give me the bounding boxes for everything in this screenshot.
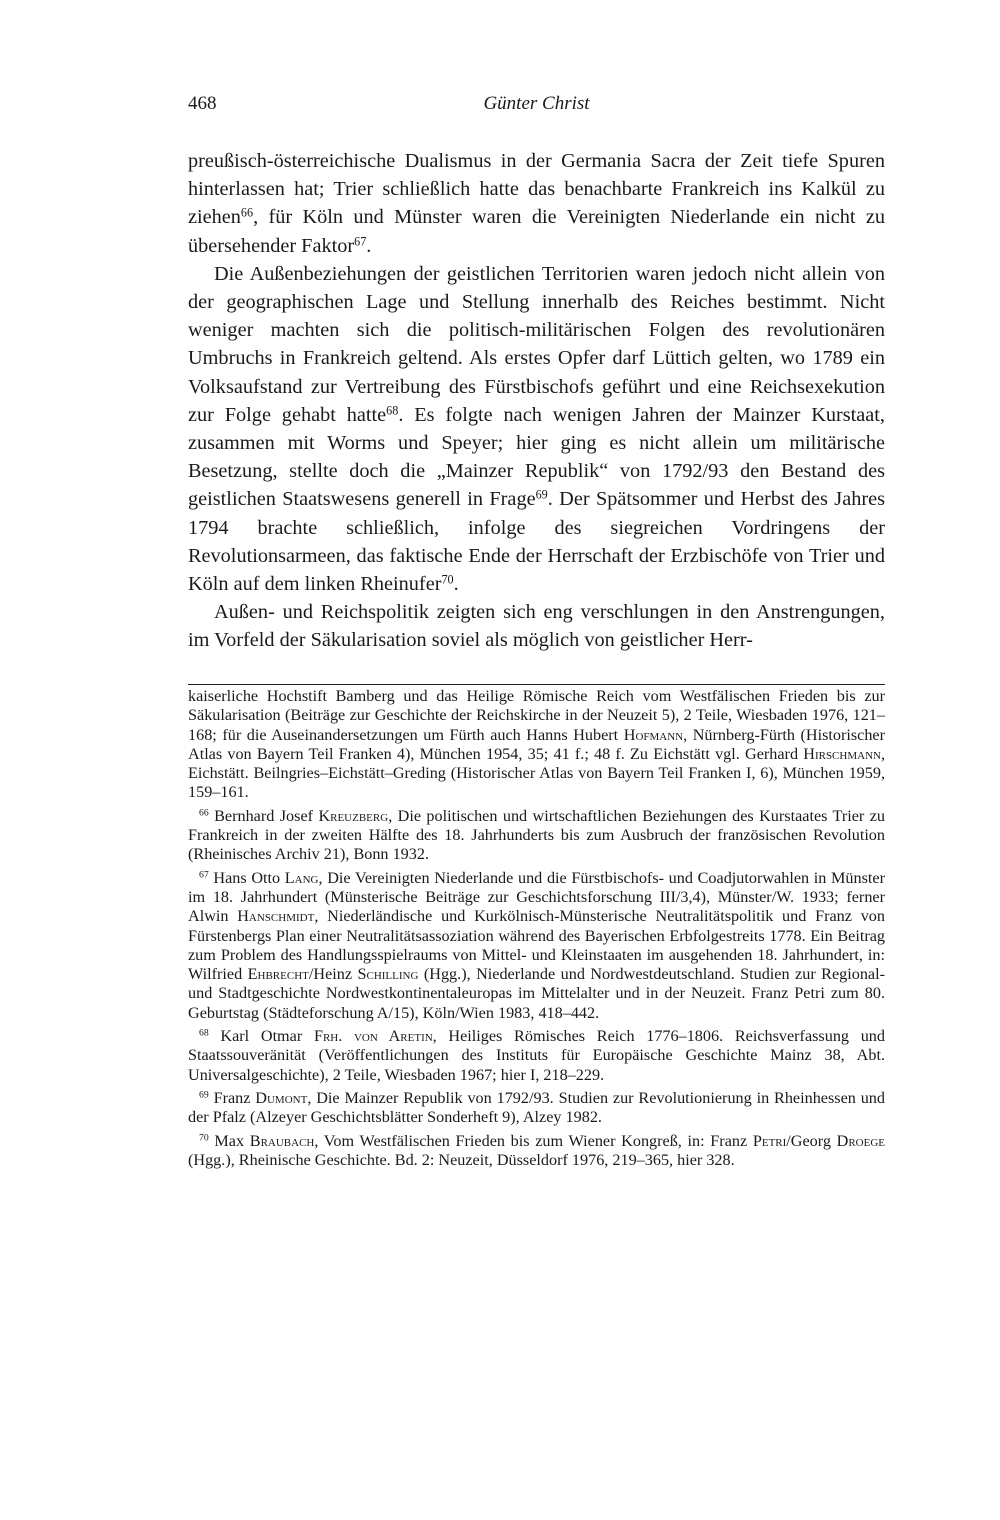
page-header <box>188 93 885 121</box>
footnotes <box>188 687 885 1170</box>
footnote-number: 70 <box>199 1132 209 1144</box>
paragraph-3: Außen- und Reichspolitik zeigten sich eng verschlungen in den Anstrengungen, im Vorfeld der Säkularisation soviel als möglich von geistlicher Herr- <box>188 601 885 652</box>
footnote-number: 67 <box>199 869 209 881</box>
footnote-ref-70[interactable]: 70 <box>441 572 454 587</box>
footnote-ref-67[interactable]: 67 <box>354 233 367 248</box>
main-text <box>188 147 885 655</box>
footnote-divider <box>188 684 885 685</box>
running-head: Günter Christ <box>483 93 590 114</box>
footnote-68: $^{68}$ Karl Otmar Frh. von Aretin, Heiliges Römisches Reich 1776–1806. Reichsverfassung und Staatssouveränität (Veröffentlichungen des Instituts für Europäische Geschichte Mainz 38, Abt. Universalgeschichte), 2 Teile, Wiesbaden 1967; hier I, 218–229. <box>188 1027 885 1084</box>
footnote-66: $^{66}$ Bernhard Josef Kreuzberg, Die politischen und wirtschaftlichen Beziehungen des Kurstaates Trier zu Frankreich in der zweiten Hälfte des 18. Jahrhunderts bis zum Ausbruch der französischen Revolution (Rheinisches Archiv 21), Bonn 1932. <box>188 806 886 864</box>
footnote-number: 68 <box>199 1027 209 1039</box>
footnote-70: $^{70}$ Max Braubach, Vom Westfälischen Frieden bis zum Wiener Kongreß, in: Franz Petri/Georg Droege (Hgg.), Rheinische Geschichte. Bd. 2: Neuzeit, Düsseldorf 1976, 219–365, hier 328. <box>188 1131 885 1169</box>
footnote-number: 66 <box>199 807 209 819</box>
page-number: 468 <box>188 93 217 114</box>
paragraph-1: preußisch-österreichische Dualismus in der Germania Sacra der Zeit tiefe Spuren hinterlassen hat; Trier schließlich hatte das benachbarte Frankreich ins Kalkül zu ziehen$^{66}$, für Köln und Münster waren die Vereinigten Niederlande ein nicht zu übersehender Faktor$^{67}$. <box>188 150 885 257</box>
footnote-67: $^{67}$ Hans Otto Lang, Die Vereinigten Niederlande und die Fürstbischofs- und Coadjutorwahlen in Münster im 18. Jahrhundert (Münsterische Beiträge zur Geschichtsforschung III/3,4), Münster/W. 1933; ferner Alwin Hanschmidt, Niederländische und Kurkölnisch-Münsterische Neutralitätspolitik und Franz von Fürstenbergs Plan einer Neutralitätsassoziation während des Bayerischen Erbfolgestreits 1778. Ein Beitrag zum Problem des Handlungsspielraums von Mittel- und Kleinstaaten im ausgehenden 18. Jahrhundert, in: Wilfried Ehbrecht/Heinz Schilling (Hgg.), Niederlande und Nordwestdeutschland. Studien zur Regional- und Stadtgeschichte Nordwestkontinentaleuropas im Mittelalter und in der Neuzeit. Franz Petri zum 80. Geburtstag (Städteforschung A/15), Köln/Wien 1983, 418–442. <box>188 868 885 1022</box>
footnote-ref-69[interactable]: 69 <box>535 487 548 502</box>
footnote-number: 69 <box>199 1089 209 1101</box>
footnote-ref-68[interactable]: 68 <box>386 403 399 418</box>
footnote-continuation: kaiserliche Hochstift Bamberg und das Heilige Römische Reich vom Westfälischen Frieden bis zur Säkularisation (Beiträge zur Geschichte der Reichskirche in der Neuzeit 5), 2 Teile, Wiesbaden 1976, 121–168; für die Auseinandersetzungen um Fürth auch Hanns Hubert Hofmann, Nürnberg-Fürth (Historischer Atlas von Bayern Teil Franken 4), München 1954, 35; 41 f.; 48 f. Zu Eichstätt vgl. Gerhard Hirschmann, Eichstätt. Beilngries–Eichstätt–Greding (Historischer Atlas von Bayern Teil Franken I, 6), München 1959, 159–161. <box>188 687 886 802</box>
paragraph-2: Die Außenbeziehungen der geistlichen Territorien waren jedoch nicht allein von der geographischen Lage und Stellung innerhalb des Reiches bestimmt. Nicht weniger machten sich die politisch-militärischen Folgen des revolutionären Umbruchs in Frankreich geltend. Als erstes Opfer darf Lüttich gelten, wo 1789 ein Volksaufstand zur Vertreibung des Fürstbischofs geführt und eine Reichsexekution zur Folge gehabt hatte$^{68}$. Es folgte nach wenigen Jahren der Mainzer Kurstaat, zusammen mit Worms und Speyer; hier ging es nicht allein um militärische Besetzung, stellte doch die „Mainzer Republik“ von 1792/93 den Bestand des geistlichen Staatswesens generell in Frage$^{69}$. Der Spätsommer und Herbst des Jahres 1794 brachte schließlich, infolge des siegreichen Vordringens der Revolutionsarmeen, das faktische Ende der Herrschaft der Erzbischöfe von Trier und Köln auf dem linken Rheinufer$^{70}$. <box>188 262 886 596</box>
footnote-ref-66[interactable]: 66 <box>240 205 254 220</box>
footnote-69: $^{69}$ Franz Dumont, Die Mainzer Republik von 1792/93. Studien zur Revolutionierung in Rheinhessen und der Pfalz (Alzeyer Geschichtsblätter Sonderheft 9), Alzey 1982. <box>188 1088 885 1127</box>
